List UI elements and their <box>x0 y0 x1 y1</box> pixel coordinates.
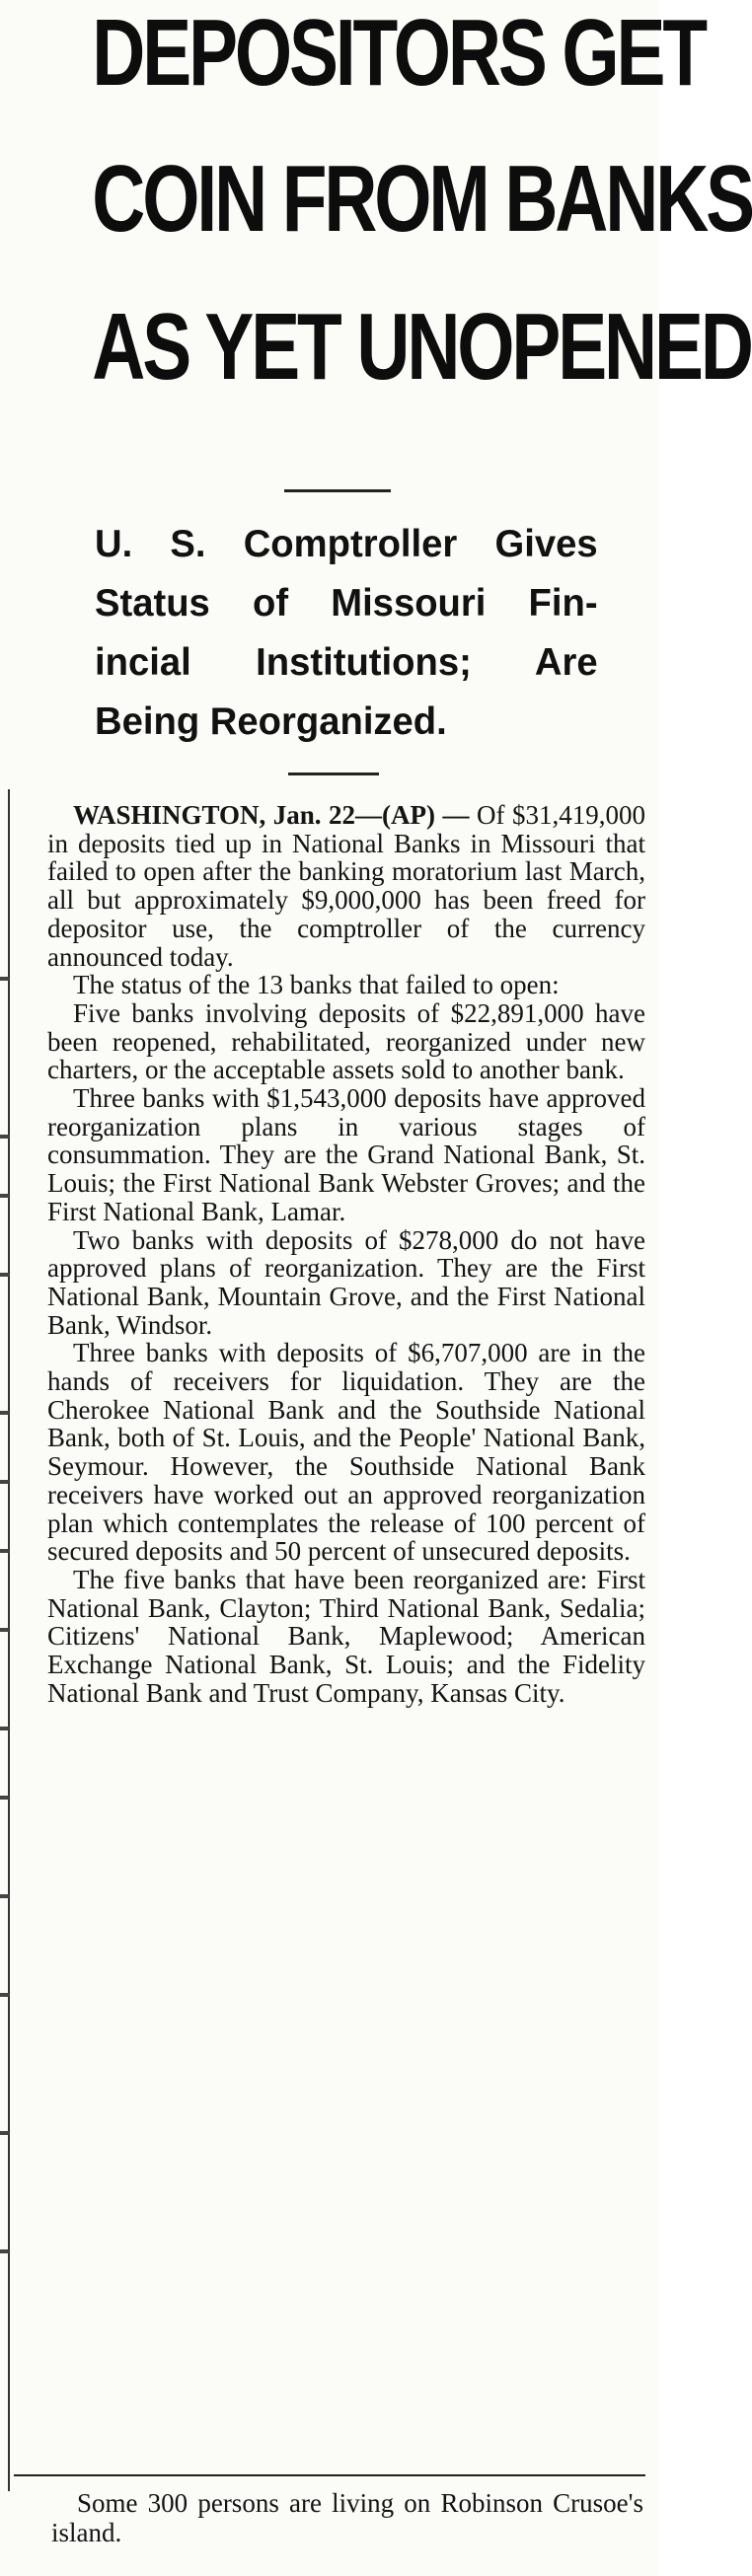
paragraph-text: Of $31,419,000 in deposits tied up in National Banks in Missouri that failed to open after the banking moratorium last March, all but approximately $9,000,000 has been freed for depositor use, the comptroller of the currency announced today. <box>47 800 645 972</box>
article-paragraph: Three banks with deposits of $6,707,000 are in the hands of receivers for liquidation. They are the Cherokee National Bank and the Southside National Bank, both of St. Louis, and the People' National Bank, Seymour. However, the Southside National Bank receivers have worked out an approved reorganization plan which contemplates the release of 100 percent of secured deposits and 50 percent of unsecured deposits. <box>47 1338 645 1567</box>
headline-line-1: DEPOSITORS GET <box>92 0 705 106</box>
filler-item <box>51 2488 643 2547</box>
article-paragraph: Two banks with deposits of $278,000 do not have approved plans of reorganization. They are the First National Bank, Mountain Grove, and the First National Bank, Windsor. <box>47 1224 645 1340</box>
article-paragraph <box>47 801 645 971</box>
dateline: WASHINGTON, Jan. 22—(AP) — <box>73 800 470 830</box>
adjacent-column-fragments <box>0 947 12 2328</box>
headline-line-3: AS YET UNOPENED <box>92 294 751 400</box>
deck-divider <box>288 773 379 775</box>
article-end-rule <box>14 2474 645 2476</box>
headline-line-2: COIN FROM BANKS <box>92 146 752 252</box>
article-paragraph: The five banks that have been reorganized are: First National Bank, Clayton; Third National Bank, Sedalia; Citizens' National Bank, Maplewood; American Exchange National Bank, St. Louis; and the Fidelity National Bank and Trust Company, Kansas City. <box>47 1564 645 1708</box>
article-paragraph: Five banks involving deposits of $22,891,000 have been reopened, rehabilitated, reorganized under new charters, or the acceptable assets sold to another bank. <box>47 997 645 1085</box>
headline-divider <box>284 489 391 492</box>
article-paragraph: Three banks with $1,543,000 deposits have approved reorganization plans in various stages of consummation. They are the Grand National Bank, St. Louis; the First National Bank Webster Groves; and the First National Bank, Lamar. <box>47 1083 645 1226</box>
subheadline-deck: U. S. Comptroller Gives Status of Missouri Fin- incial Institutions; Are Being Reorganized. <box>95 523 598 743</box>
article-body <box>47 801 645 1708</box>
article-paragraph: The status of the 13 banks that failed to open: <box>73 970 560 1000</box>
filler-text: Some 300 persons are living on Robinson Crusoe's island. <box>51 2488 643 2547</box>
